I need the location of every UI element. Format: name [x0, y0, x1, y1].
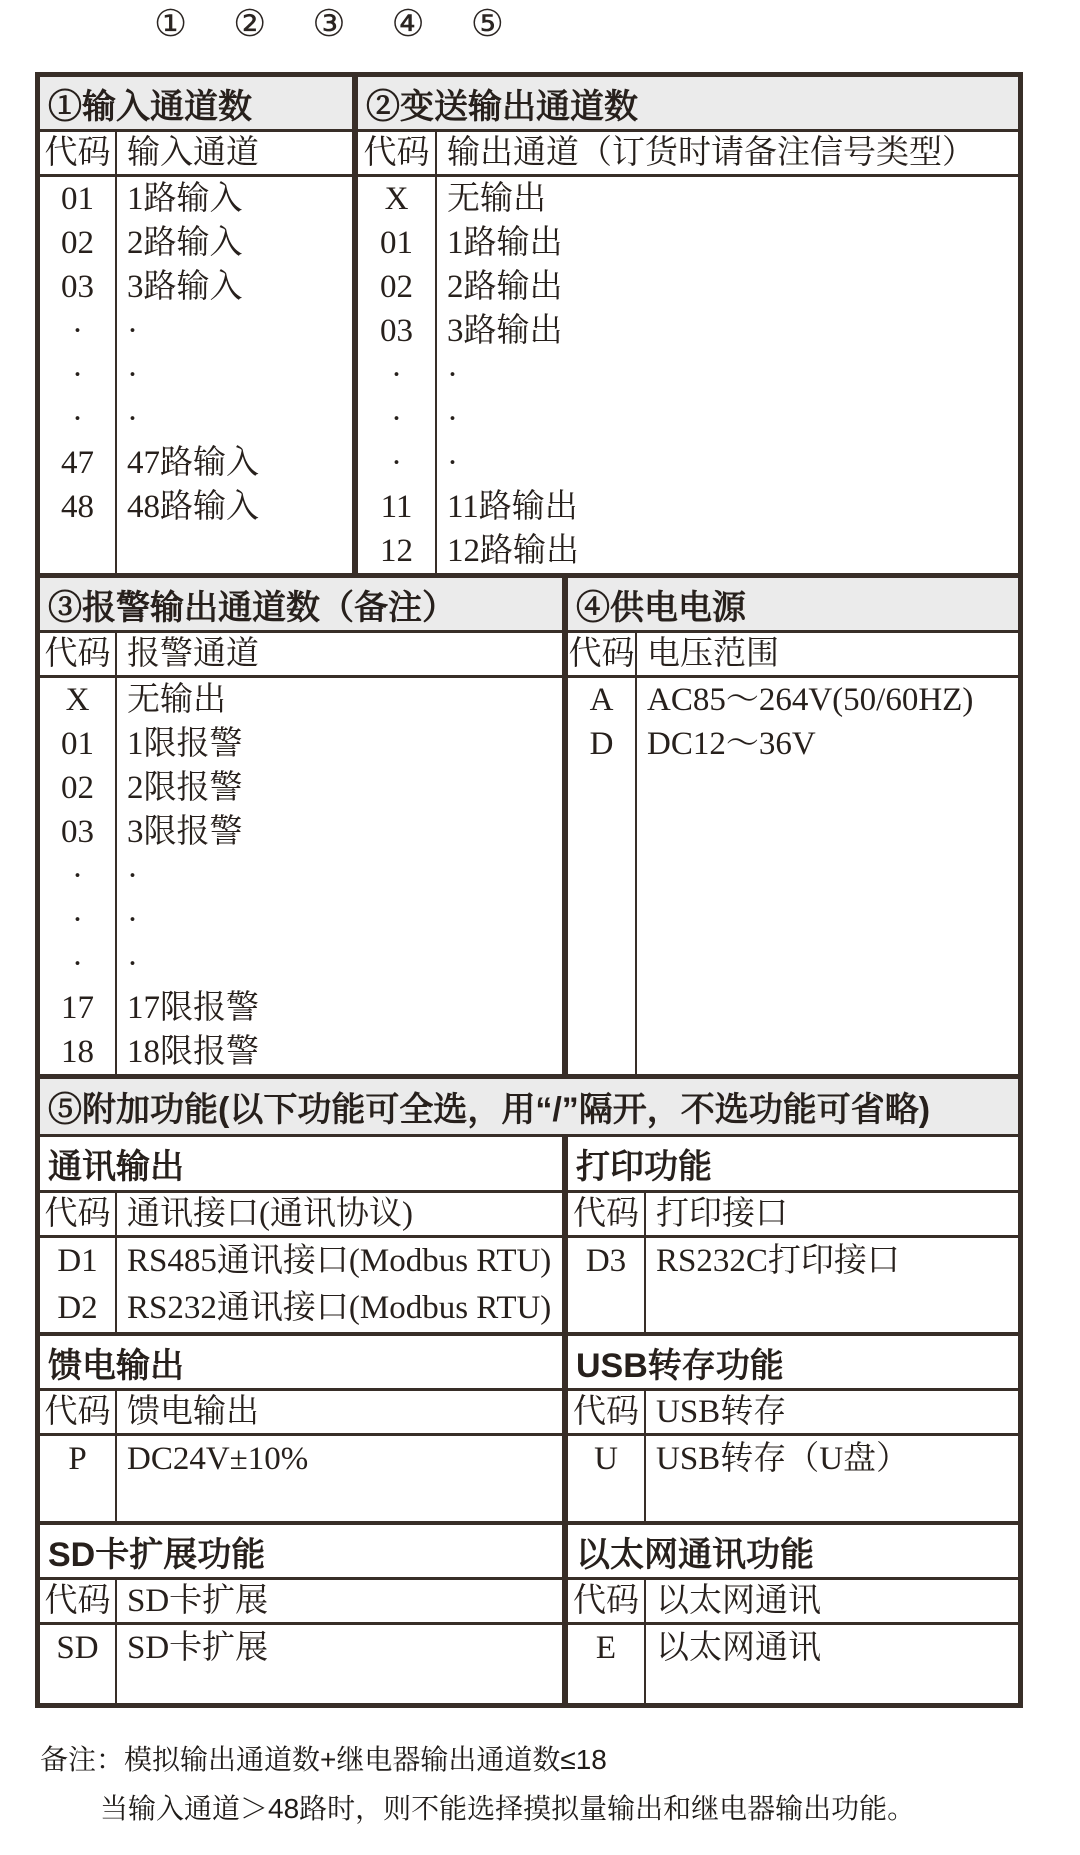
- cell-code: 12: [380, 533, 413, 569]
- table-row: [40, 722, 562, 766]
- communication-body: [40, 1193, 562, 1332]
- cell-code: D: [589, 726, 614, 762]
- cell-code: 18: [61, 1034, 94, 1070]
- column-header-code: 代码: [44, 1196, 111, 1232]
- cell-code: D2: [57, 1290, 98, 1326]
- subsection-title: SD卡扩展功能: [40, 1525, 562, 1580]
- cell-desc: 3路输入: [127, 269, 243, 305]
- print-body: [568, 1193, 1018, 1332]
- cell-desc: RS232C打印接口: [656, 1243, 900, 1279]
- column-header-row: [40, 132, 352, 177]
- cell-desc: 48路输入: [127, 489, 259, 525]
- column-header-desc: SD卡扩展: [127, 1583, 269, 1619]
- table-row: [358, 397, 1018, 441]
- column-header-desc: 打印接口: [656, 1196, 788, 1232]
- column-header-desc: 馈电输出: [127, 1394, 259, 1430]
- table-row: [358, 177, 1018, 221]
- cell-code: ·: [72, 858, 83, 894]
- cell-code: 47: [61, 445, 94, 481]
- column-header-row: [358, 132, 1018, 177]
- cell-desc: 1路输出: [447, 225, 563, 261]
- column-header-row: [40, 1391, 562, 1436]
- cell-code: 11: [380, 489, 413, 525]
- cell-desc: ·: [127, 902, 138, 938]
- cell-desc: ·: [447, 445, 458, 481]
- subsection-sd-card: [40, 1525, 562, 1703]
- remark-line-1: 备注：模拟输出通道数+继电器输出通道数≤18: [40, 1744, 607, 1775]
- cell-code: 01: [61, 181, 94, 217]
- circled-number-5: ⑤: [470, 4, 504, 45]
- divider: [644, 1193, 646, 1332]
- cell-code: A: [589, 682, 614, 718]
- cell-desc: 1限报警: [127, 726, 243, 762]
- circled-number-2: ②: [233, 4, 267, 45]
- subsection-ethernet: [568, 1525, 1018, 1703]
- column-header-code: 代码: [573, 1394, 639, 1430]
- cell-desc: AC85～264V(50/60HZ): [647, 682, 974, 718]
- section-power-supply: [568, 578, 1018, 1074]
- cell-desc: DC24V±10%: [127, 1441, 309, 1477]
- table-row: [40, 1030, 562, 1074]
- table-row: [40, 810, 562, 854]
- subsection-print-function: [568, 1137, 1018, 1332]
- table-row: [40, 898, 562, 942]
- table-row: [358, 353, 1018, 397]
- cell-desc: 18限报警: [127, 1034, 259, 1070]
- cell-desc: 2路输出: [447, 269, 563, 305]
- table-row: [40, 1625, 562, 1672]
- cell-desc: ·: [127, 401, 138, 437]
- column-header-desc: 输出通道（订货时请备注信号类型）: [447, 135, 975, 171]
- subsection-title: 通讯输出: [40, 1137, 562, 1193]
- block-communication-and-print: [40, 1137, 1018, 1332]
- cell-code: ·: [72, 401, 83, 437]
- divider: [115, 1580, 117, 1703]
- sd-card-body: [40, 1580, 562, 1703]
- table-row: [40, 942, 562, 986]
- table-row: [358, 529, 1018, 573]
- cell-code: [40, 529, 115, 573]
- column-header-row: [40, 1580, 562, 1625]
- cell-desc: 11路输出: [447, 489, 578, 525]
- table-row: [40, 986, 562, 1030]
- cell-code: 03: [61, 269, 94, 305]
- table-row: [40, 854, 562, 898]
- cell-desc: 以太网通讯: [656, 1630, 821, 1666]
- subsection-feed-power-output: [40, 1336, 562, 1521]
- cell-desc: DC12～36V: [647, 726, 816, 762]
- table-row: [358, 309, 1018, 353]
- divider: [644, 1391, 646, 1521]
- column-header-code: 代码: [44, 135, 111, 171]
- table-row: [40, 1436, 562, 1483]
- subsection-communication-output: [40, 1137, 562, 1332]
- cell-desc: 2路输入: [127, 225, 243, 261]
- cell-code: D3: [585, 1243, 627, 1279]
- column-header-row: [40, 633, 562, 678]
- table-row: [40, 353, 352, 397]
- table-row: [40, 441, 352, 485]
- cell-code: 01: [380, 225, 413, 261]
- column-header-desc: 报警通道: [127, 636, 259, 672]
- table-row: [358, 265, 1018, 309]
- section-alarm-output-channels: [40, 578, 562, 1074]
- cell-code: 02: [61, 770, 94, 806]
- column-header-row: [568, 1391, 1018, 1436]
- cell-desc: 1路输入: [127, 181, 243, 217]
- cell-desc: 无输出: [127, 682, 226, 718]
- subsection-title: 打印功能: [568, 1137, 1018, 1193]
- subsection-title: USB转存功能: [568, 1336, 1018, 1391]
- column-header-code: 代码: [44, 636, 111, 672]
- cell-desc: 12路输出: [447, 533, 579, 569]
- cell-code: ·: [391, 357, 402, 393]
- cell-desc: RS232通讯接口(Modbus RTU): [127, 1290, 552, 1326]
- table-row: [40, 485, 352, 529]
- table-row: [40, 1238, 562, 1285]
- section-input-channels: [40, 77, 352, 573]
- order-code-position-numbers: [154, 2, 504, 46]
- cell-code: X: [65, 682, 90, 718]
- column-header-code: 代码: [573, 1583, 639, 1619]
- table-row: [40, 766, 562, 810]
- ethernet-body: [568, 1580, 1018, 1703]
- divider: [435, 132, 437, 573]
- divider: [115, 633, 117, 1074]
- column-header-code: 代码: [573, 1196, 639, 1232]
- section-header-power-supply: ④供电电源: [568, 578, 1018, 633]
- cell-desc: ·: [447, 357, 458, 393]
- cell-code: D1: [57, 1243, 98, 1279]
- table-row: [40, 309, 352, 353]
- section-transmit-output-channels: [358, 77, 1018, 573]
- cell-code: X: [384, 181, 409, 217]
- table-row: [358, 485, 1018, 529]
- subsection-usb-transfer: [568, 1336, 1018, 1521]
- cell-code: 03: [380, 313, 413, 349]
- section-header-alarm-output: ③报警输出通道数（备注）: [40, 578, 562, 633]
- cell-desc: ·: [127, 357, 138, 393]
- column-header-desc: 电压范围: [647, 636, 779, 672]
- table-row: [568, 1436, 1018, 1483]
- feed-power-body: [40, 1391, 562, 1521]
- cell-desc: 17限报警: [127, 990, 259, 1026]
- cell-code: ·: [391, 445, 402, 481]
- table-row: [40, 1285, 562, 1332]
- column-header-desc: 通讯接口(通讯协议): [127, 1196, 413, 1232]
- table-row: [40, 265, 352, 309]
- cell-code: ·: [72, 313, 83, 349]
- cell-code: ·: [72, 902, 83, 938]
- table-row: [358, 441, 1018, 485]
- input-channels-body: [40, 132, 352, 573]
- divider: [115, 1391, 117, 1521]
- cell-code: ·: [72, 357, 83, 393]
- table-row: [40, 177, 352, 221]
- power-supply-body: [568, 633, 1018, 1074]
- block-sd-card-and-ethernet: [40, 1525, 1018, 1703]
- column-header-row: [568, 1193, 1018, 1238]
- cell-code: U: [594, 1441, 618, 1477]
- column-header-code: 代码: [44, 1583, 111, 1619]
- cell-code: 01: [61, 726, 94, 762]
- cell-code: P: [68, 1441, 87, 1477]
- usb-body: [568, 1391, 1018, 1521]
- table-row: [358, 221, 1018, 265]
- cell-code: E: [595, 1630, 617, 1666]
- cell-code: 02: [61, 225, 94, 261]
- cell-desc: [117, 529, 352, 573]
- section-header-transmit-output: ②变送输出通道数: [358, 77, 1018, 132]
- cell-code: 48: [61, 489, 94, 525]
- section-alarm-and-power: [40, 578, 1018, 1074]
- divider: [635, 633, 637, 1074]
- cell-code: ·: [72, 946, 83, 982]
- circled-number-1: ①: [154, 4, 188, 45]
- cell-desc: RS485通讯接口(Modbus RTU): [127, 1243, 552, 1279]
- transmit-output-body: [358, 132, 1018, 573]
- cell-code: 17: [61, 990, 94, 1026]
- circled-number-4: ④: [391, 4, 425, 45]
- cell-desc: 47路输入: [127, 445, 259, 481]
- circled-number-3: ③: [312, 4, 346, 45]
- cell-desc: ·: [127, 946, 138, 982]
- remark-line-2: 当输入通道＞48路时，则不能选择摸拟量输出和继电器输出功能。: [100, 1793, 916, 1824]
- cell-desc: ·: [127, 858, 138, 894]
- subsection-title: 馈电输出: [40, 1336, 562, 1391]
- remark: [40, 1738, 915, 1827]
- section-input-and-transmit-output: [40, 77, 1018, 573]
- column-header-code: 代码: [363, 135, 430, 171]
- column-header-code: 代码: [44, 1394, 111, 1430]
- cell-desc: 2限报警: [127, 770, 243, 806]
- table-row: [40, 397, 352, 441]
- column-header-code: 代码: [568, 636, 635, 672]
- cell-desc: 无输出: [447, 181, 546, 217]
- cell-code: 02: [380, 269, 413, 305]
- column-header-desc: USB转存: [656, 1394, 787, 1430]
- subsection-title: 以太网通讯功能: [568, 1525, 1018, 1580]
- cell-desc: 3限报警: [127, 814, 243, 850]
- cell-code: SD: [56, 1630, 99, 1666]
- column-header-desc: 以太网通讯: [656, 1583, 821, 1619]
- table-row: [40, 529, 352, 573]
- cell-desc: 3路输出: [447, 313, 563, 349]
- block-feed-power-and-usb: [40, 1336, 1018, 1521]
- divider: [644, 1580, 646, 1703]
- section-header-additional-functions: ⑤附加功能(以下功能可全选，用“/”隔开，不选功能可省略): [40, 1079, 1018, 1137]
- divider: [115, 1193, 117, 1332]
- section-header-input-channels: ①输入通道数: [40, 77, 352, 132]
- cell-desc: ·: [127, 313, 138, 349]
- table-row: [568, 1625, 1018, 1672]
- alarm-output-body: [40, 633, 562, 1074]
- divider: [115, 132, 117, 573]
- cell-code: ·: [391, 401, 402, 437]
- table-row: [40, 221, 352, 265]
- cell-desc: ·: [447, 401, 458, 437]
- table-row: [40, 678, 562, 722]
- column-header-desc: 输入通道: [127, 135, 259, 171]
- cell-desc: SD卡扩展: [127, 1630, 269, 1666]
- column-header-row: [40, 1193, 562, 1238]
- column-header-row: [568, 1580, 1018, 1625]
- cell-desc: USB转存（U盘）: [656, 1441, 910, 1477]
- table-row: [568, 1238, 1018, 1285]
- ordering-selection-table: [35, 72, 1023, 1708]
- cell-code: 03: [61, 814, 94, 850]
